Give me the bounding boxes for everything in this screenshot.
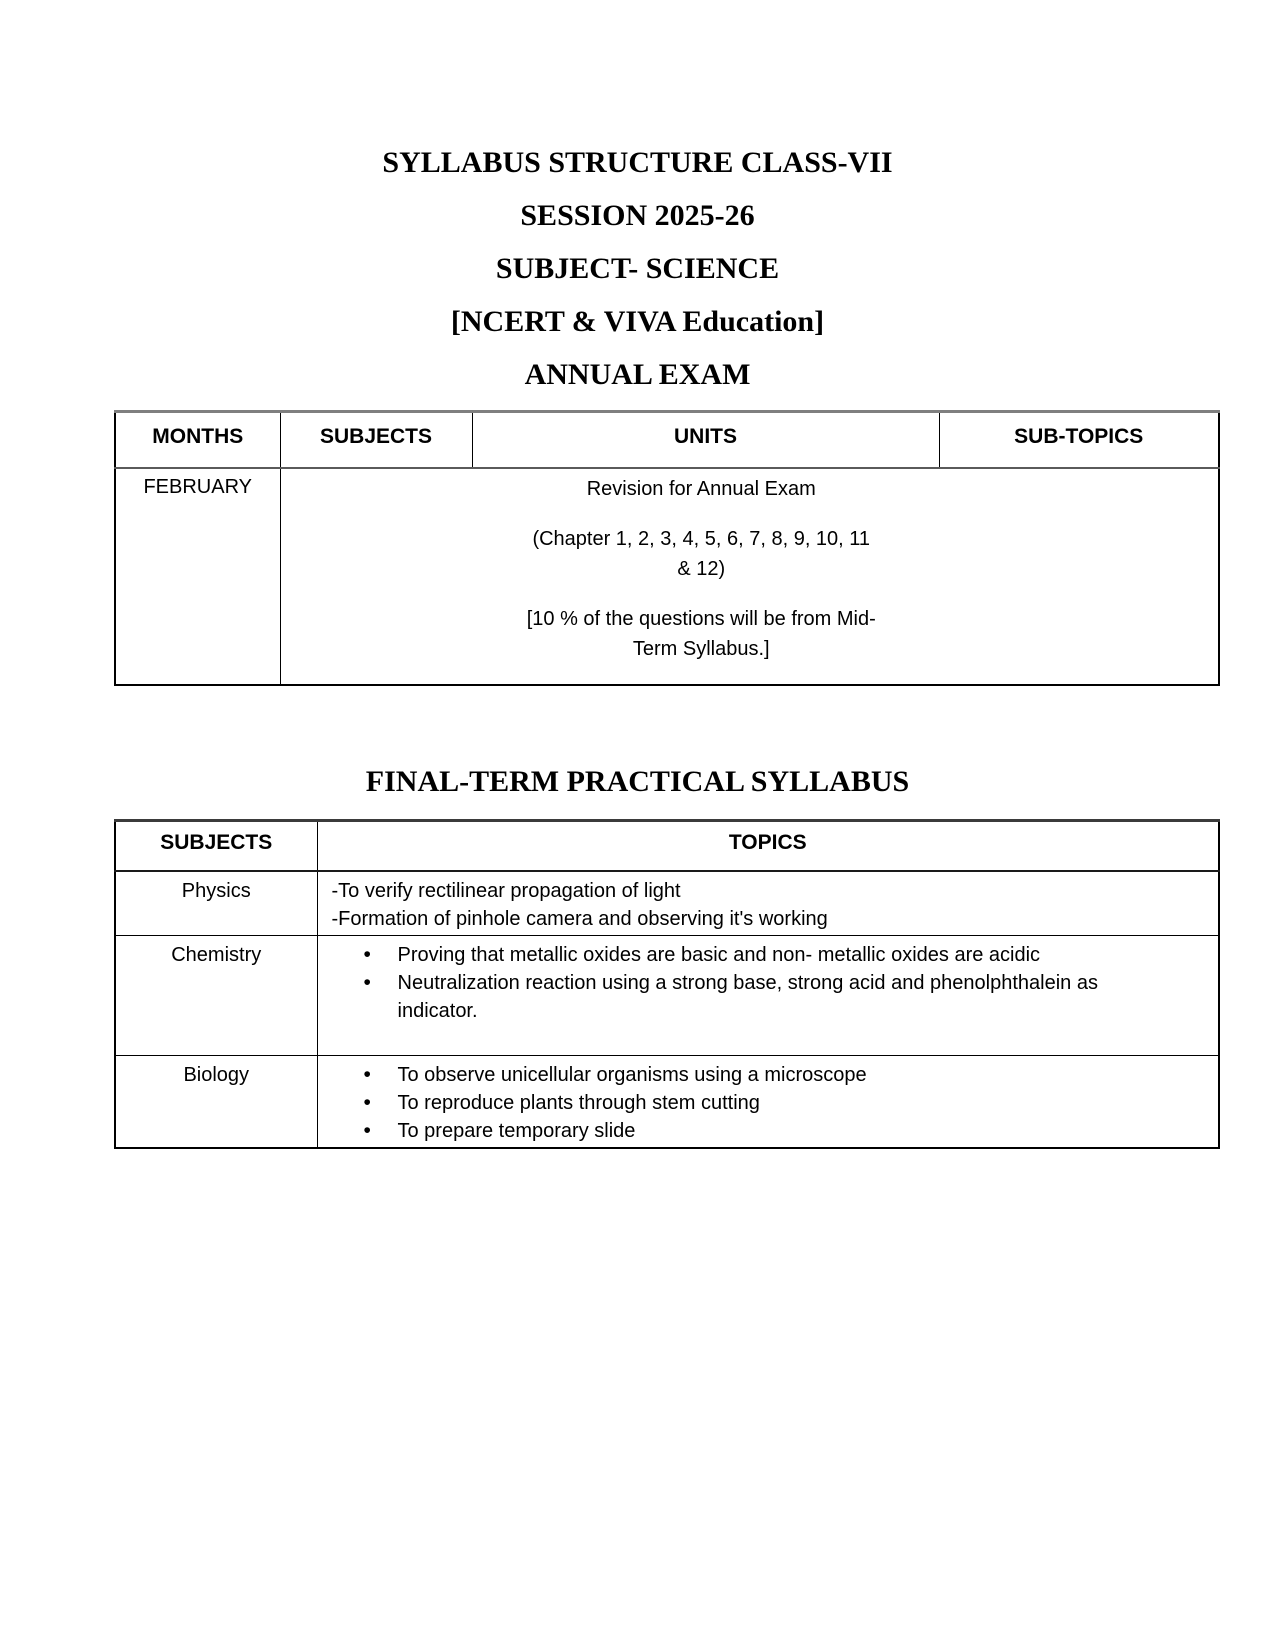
units-line: & 12)	[677, 558, 726, 580]
units-line: (Chapter 1, 2, 3, 4, 5, 6, 7, 8, 9, 10, 11	[532, 528, 871, 550]
units-cell	[280, 468, 1219, 685]
chemistry-row	[115, 936, 1219, 1056]
month-cell: FEBRUARY	[115, 468, 280, 685]
months-column-header: MONTHS	[115, 412, 280, 469]
practical-header-row	[115, 821, 1219, 872]
practical-syllabus-heading: FINAL-TERM PRACTICAL SYLLABUS	[365, 765, 910, 798]
topic-bullet-line: • To observe unicellular organisms using a microscope	[318, 1061, 1179, 1089]
topic-line: -Formation of pinhole camera and observing it's working	[331, 908, 828, 930]
units-line: [10 % of the questions will be from Mid-	[526, 608, 876, 630]
topic-bullet-line: • To prepare temporary slide	[318, 1117, 1179, 1145]
subjects-column-header: SUBJECTS	[115, 821, 317, 872]
units-line: Revision for Annual Exam	[586, 478, 816, 500]
page-title: SYLLABUS STRUCTURE CLASS-VII	[382, 146, 893, 179]
annual-exam-table	[114, 410, 1220, 686]
annual-exam-heading: ANNUAL EXAM	[524, 358, 751, 391]
subtopics-column-header: SUB-TOPICS	[939, 412, 1219, 469]
annual-exam-header-row	[115, 412, 1219, 469]
practical-syllabus-table	[114, 819, 1220, 1149]
topic-bullet-line: • To reproduce plants through stem cutting	[318, 1089, 1179, 1117]
topics-cell	[317, 871, 1219, 936]
february-row	[115, 468, 1219, 685]
topics-cell	[317, 936, 1219, 1056]
physics-row	[115, 871, 1219, 936]
biology-row	[115, 1056, 1219, 1149]
units-paragraph-chapters	[291, 524, 1113, 584]
units-line: Term Syllabus.]	[632, 638, 770, 660]
document-header	[0, 0, 1275, 393]
subject-cell: Physics	[115, 871, 317, 936]
subject-cell: Biology	[115, 1056, 317, 1149]
units-paragraph-note	[291, 604, 1113, 664]
topic-line: -To verify rectilinear propagation of light	[331, 880, 681, 902]
subjects-column-header: SUBJECTS	[280, 412, 472, 469]
publisher-heading: [NCERT & VIVA Education]	[450, 305, 825, 338]
subject-heading: SUBJECT- SCIENCE	[495, 252, 780, 285]
topics-column-header: TOPICS	[317, 821, 1219, 872]
topic-bullet-line: • Proving that metallic oxides are basic and non- metallic oxides are acidic	[318, 941, 1179, 969]
topic-bullet-line: • Neutralization reaction using a strong base, strong acid and phenolphthalein as indicator.	[318, 969, 1179, 1025]
topics-cell	[317, 1056, 1219, 1149]
units-column-header: UNITS	[472, 412, 939, 469]
subject-cell: Chemistry	[115, 936, 317, 1056]
session-heading: SESSION 2025-26	[520, 199, 755, 232]
units-paragraph-revision	[291, 474, 1113, 504]
